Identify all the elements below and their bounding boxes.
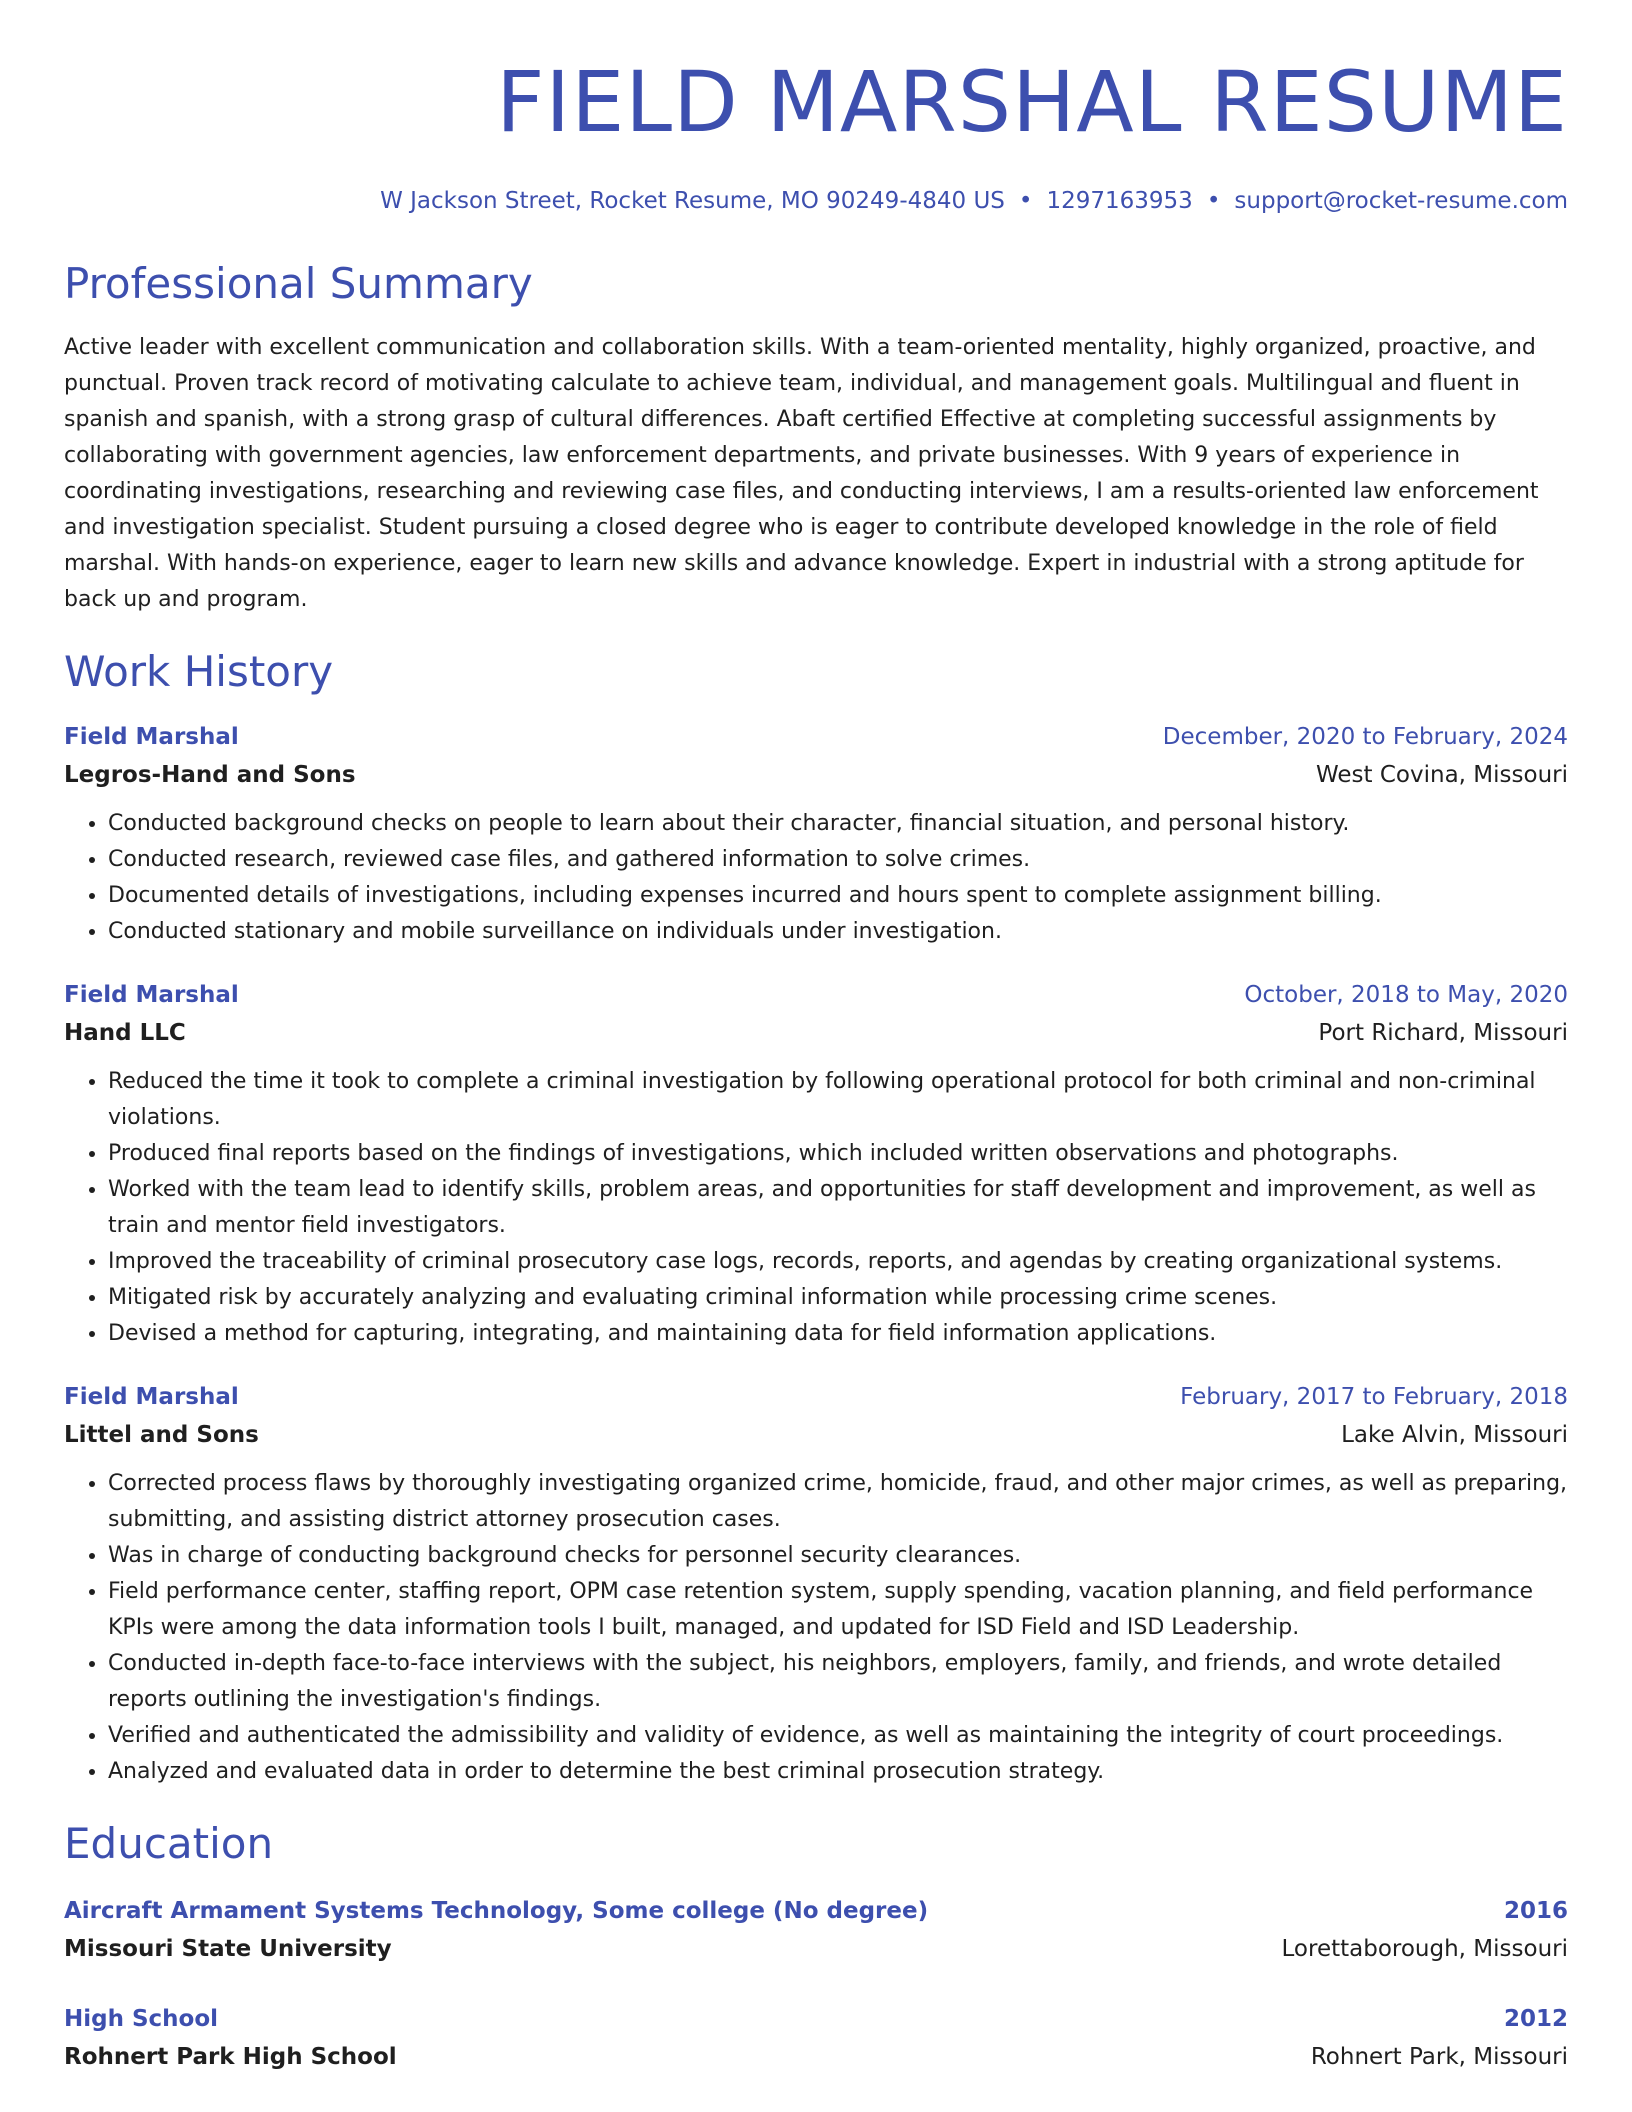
education-location: Rohnert Park, Missouri xyxy=(1310,2044,1568,2070)
work-history-list xyxy=(64,718,1568,1790)
education-heading: Education xyxy=(64,1819,274,1868)
resume-title: FIELD MARSHAL RESUME xyxy=(496,53,1568,151)
education-year: 2012 xyxy=(1503,2006,1568,2032)
job-bullet: • Field performance center, staffing report, OPM case retention system, supply spending, vacation planning, and field performance KPIs were among the data information tools I built, managed, and updated for ISD Field and ISD Leadership. xyxy=(108,1574,1568,1646)
job-entry xyxy=(64,1378,1568,1790)
contact-separator: • xyxy=(1018,188,1033,214)
job-company: Hand LLC xyxy=(64,1020,186,1046)
job-bullet: • Was in charge of conducting background checks for personnel security clearances. xyxy=(108,1538,1568,1574)
job-location: Port Richard, Missouri xyxy=(1318,1020,1568,1046)
education-degree: High School xyxy=(64,2006,219,2032)
education-school: Missouri State University xyxy=(64,1936,392,1962)
job-bullet: • Reduced the time it took to complete a criminal investigation by following operational protocol for both criminal and non-criminal violations. xyxy=(108,1064,1568,1136)
job-company-row xyxy=(64,1014,1568,1052)
job-location: West Covina, Missouri xyxy=(1316,762,1568,788)
job-entry xyxy=(64,718,1568,950)
contact-separator: • xyxy=(1206,188,1221,214)
job-dates: October, 2018 to May, 2020 xyxy=(1244,982,1568,1008)
job-location: Lake Alvin, Missouri xyxy=(1341,1422,1568,1448)
education-degree: Aircraft Armament Systems Technology, Some college (No degree) xyxy=(64,1898,929,1924)
job-dates: December, 2020 to February, 2024 xyxy=(1162,724,1568,750)
job-header-row xyxy=(64,1378,1568,1416)
education-entry xyxy=(64,1892,1568,1968)
summary-heading: Professional Summary xyxy=(64,259,533,308)
job-company: Littel and Sons xyxy=(64,1422,259,1448)
job-company-row xyxy=(64,1416,1568,1454)
contact-phone: 1297163953 xyxy=(1046,188,1193,214)
job-bullet: • Mitigated risk by accurately analyzing and evaluating criminal information while processing crime scenes. xyxy=(108,1280,1568,1316)
job-bullet: • Conducted in-depth face-to-face interviews with the subject, his neighbors, employers, family, and friends, and wrote detailed reports outlining the investigation's findings. xyxy=(108,1646,1568,1718)
job-role: Field Marshal xyxy=(64,724,239,750)
job-bullet: • Documented details of investigations, including expenses incurred and hours spent to complete assignment billing. xyxy=(108,878,1568,914)
job-bullet: • Conducted background checks on people to learn about their character, financial situation, and personal history. xyxy=(108,806,1568,842)
job-company: Legros-Hand and Sons xyxy=(64,762,356,788)
job-bullet: • Produced final reports based on the findings of investigations, which included written observations and photographs. xyxy=(108,1136,1568,1172)
job-bullet: • Verified and authenticated the admissibility and validity of evidence, as well as maintaining the integrity of court proceedings. xyxy=(108,1718,1568,1754)
education-school: Rohnert Park High School xyxy=(64,2044,397,2070)
job-bullet: • Devised a method for capturing, integrating, and maintaining data for field information applications. xyxy=(108,1316,1568,1352)
job-bullet: • Improved the traceability of criminal prosecutory case logs, records, reports, and agendas by creating organizational systems. xyxy=(108,1244,1568,1280)
education-list xyxy=(64,1892,1568,2076)
education-degree-row xyxy=(64,2000,1568,2038)
contact-address: W Jackson Street, Rocket Resume, MO 90249-4840 US xyxy=(380,188,1005,214)
education-school-row xyxy=(64,2038,1568,2076)
contact-email: support@rocket-resume.com xyxy=(1234,188,1568,214)
job-bullet: • Conducted research, reviewed case files, and gathered information to solve crimes. xyxy=(108,842,1568,878)
summary-text: Active leader with excellent communication and collaboration skills. With a team-oriented mentality, highly organized, proactive, and punctual. Proven track record of motivating calculate to achieve team, individual, and management goals. Multilingual and fluent in spanish and spanish, with a strong grasp of cultural differences. Abaft certified Effective at completing successful assignments by collaborating with government agencies, law enforcement departments, and private businesses. With 9 years of experience in coordinating investigations, researching and reviewing case files, and conducting interviews, I am a results-oriented law enforcement and investigation specialist. Student pursuing a closed degree who is eager to contribute developed knowledge in the role of field marshal. With hands-on experience, eager to learn new skills and advance knowledge. Expert in industrial with a strong aptitude for back up and program. xyxy=(64,335,1539,612)
education-degree-row xyxy=(64,1892,1568,1930)
education-year: 2016 xyxy=(1503,1898,1568,1924)
job-bullet: • Analyzed and evaluated data in order to determine the best criminal prosecution strategy. xyxy=(108,1754,1568,1790)
job-dates: February, 2017 to February, 2018 xyxy=(1180,1384,1568,1410)
job-role: Field Marshal xyxy=(64,982,239,1008)
job-bullet-list xyxy=(64,1466,1568,1790)
job-bullet: • Worked with the team lead to identify skills, problem areas, and opportunities for staff development and improvement, as well as train and mentor field investigators. xyxy=(108,1172,1568,1244)
job-bullet-list xyxy=(64,1064,1568,1352)
job-bullet: • Conducted stationary and mobile surveillance on individuals under investigation. xyxy=(108,914,1568,950)
education-location: Lorettaborough, Missouri xyxy=(1281,1936,1568,1962)
education-school-row xyxy=(64,1930,1568,1968)
work-history-heading: Work History xyxy=(64,647,334,696)
contact-line xyxy=(64,186,1568,216)
job-role: Field Marshal xyxy=(64,1384,239,1410)
education-entry xyxy=(64,2000,1568,2076)
job-bullet-list xyxy=(64,806,1568,950)
job-header-row xyxy=(64,976,1568,1014)
job-entry xyxy=(64,976,1568,1352)
job-company-row xyxy=(64,756,1568,794)
job-header-row xyxy=(64,718,1568,756)
job-bullet: • Corrected process flaws by thoroughly investigating organized crime, homicide, fraud, and other major crimes, as well as preparing, submitting, and assisting district attorney prosecution cases. xyxy=(108,1466,1568,1538)
